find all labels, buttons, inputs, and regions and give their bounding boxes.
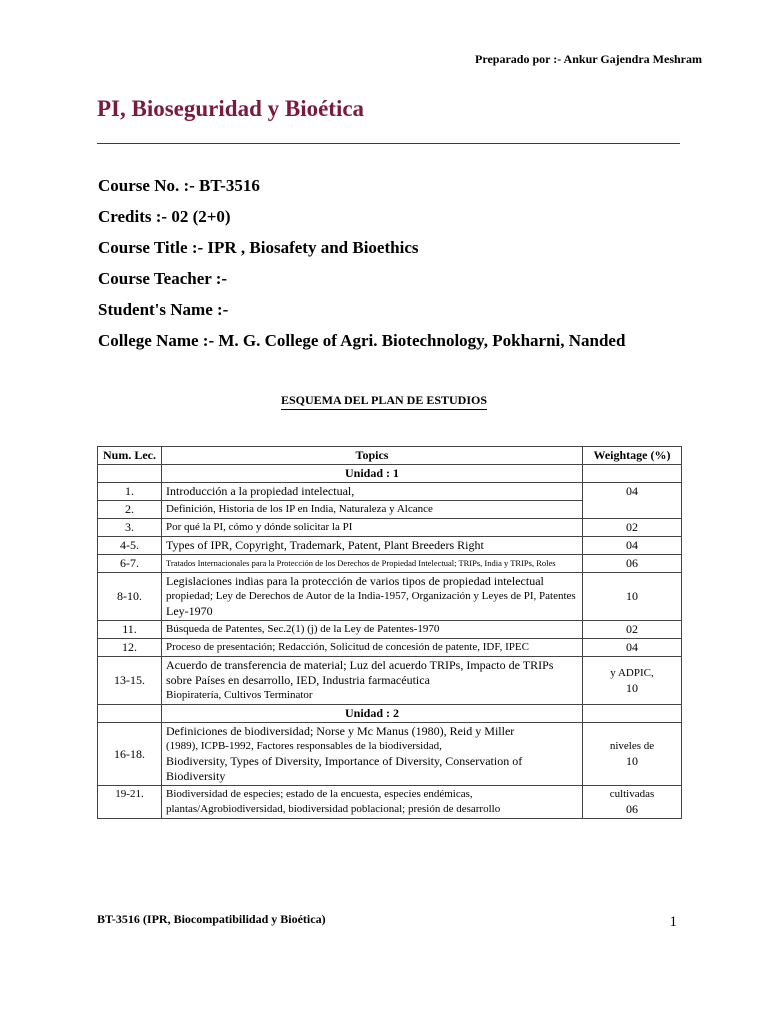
lecture-topic: Introducción a la propiedad intelectual, <box>162 483 583 501</box>
prepared-by: Preparado por :- Ankur Gajendra Meshram <box>475 52 702 66</box>
lecture-topic: Búsqueda de Patentes, Sec.2(1) (j) de la Ley de Patentes-1970 <box>162 621 583 639</box>
lecture-topic <box>162 573 583 621</box>
college-name: College Name :- M. G. College of Agri. Biotechnology, Pokharni, Nanded <box>98 331 626 350</box>
weightage-cell <box>583 786 682 819</box>
weightage-value: 04 <box>583 537 682 555</box>
lecture-topic: Proceso de presentación; Redacción, Solicitud de concesión de patente, IDF, IPEC <box>162 639 583 657</box>
lecture-num: 6-7. <box>98 555 162 573</box>
unit-1-label: Unidad : 1 <box>162 465 583 483</box>
weightage-value: 10 <box>583 573 682 621</box>
table-row <box>98 537 682 555</box>
weightage-value: 04 <box>583 639 682 657</box>
topic-line: propiedad; Ley de Derechos de Autor de la India-1957, Organización y Leyes de PI, Patentes <box>166 590 576 602</box>
lecture-num: 19-21. <box>98 786 162 819</box>
topic-line: Biodiversity, Types of Diversity, Importance of Diversity, Conservation of <box>166 754 523 768</box>
topic-line: Ley-1970 <box>166 604 213 618</box>
document-title: PI, Bioseguridad y Bioética <box>97 96 365 121</box>
course-number: Course No. :- BT-3516 <box>98 176 260 195</box>
student-name: Student's Name :- <box>98 300 229 319</box>
weightage-note: niveles de <box>609 740 655 752</box>
lecture-topic <box>162 657 583 705</box>
topic-line: Definiciones de biodiversidad; Norse y Mc Manus (1980), Reid y Miller <box>166 724 515 738</box>
unit-row <box>98 465 682 483</box>
footer-course: BT-3516 (IPR, Biocompatibilidad y Bioética) <box>97 912 326 926</box>
topic-line: Biodiversity <box>166 769 226 783</box>
topic-line: Legislaciones indias para la protección de varios tipos de propiedad intelectual <box>166 574 544 588</box>
unit-2-label: Unidad : 2 <box>162 705 583 723</box>
weightage-value: 06 <box>583 555 682 573</box>
title-divider <box>97 143 680 144</box>
weightage-note: y ADPIC, <box>610 666 654 679</box>
table-row <box>98 519 682 537</box>
weightage-value: 02 <box>583 621 682 639</box>
weightage-value: 06 <box>626 802 638 816</box>
table-row <box>98 483 682 501</box>
topic-line: Acuerdo de transferencia de material; Luz del acuerdo TRIPs, Impacto de TRIPs <box>166 658 554 672</box>
topic-line: Biopiratería, Cultivos Terminator <box>166 689 313 701</box>
topic-line: (1989), ICPB-1992, Factores responsables de la biodiversidad, <box>166 740 442 752</box>
syllabus-table <box>97 446 682 819</box>
header-weightage: Weightage (%) <box>583 447 682 465</box>
lecture-num: 12. <box>98 639 162 657</box>
weightage-cell <box>583 657 682 705</box>
lecture-topic <box>162 786 583 819</box>
weightage-value: 04 <box>583 483 682 519</box>
lecture-num: 1. <box>98 483 162 501</box>
lecture-num: 13-15. <box>98 657 162 705</box>
syllabus-heading-text: ESQUEMA DEL PLAN DE ESTUDIOS <box>281 393 487 410</box>
lecture-num: 16-18. <box>98 723 162 786</box>
header-num: Num. Lec. <box>98 447 162 465</box>
weightage-note: cultivadas <box>609 788 655 800</box>
table-row <box>98 723 682 786</box>
table-row <box>98 573 682 621</box>
course-teacher: Course Teacher :- <box>98 269 228 288</box>
lecture-topic: Definición, Historia de los IP en India, Naturaleza y Alcance <box>162 501 583 519</box>
table-row <box>98 555 682 573</box>
unit-row <box>98 705 682 723</box>
topic-line: sobre Países en desarrollo, IED, Industria farmacéutica <box>166 673 430 687</box>
weightage-cell <box>583 723 682 786</box>
table-row <box>98 621 682 639</box>
weightage-value: 02 <box>583 519 682 537</box>
course-credits: Credits :- 02 (2+0) <box>98 207 231 226</box>
topic-line: Biodiversidad de especies; estado de la encuesta, especies endémicas, <box>166 788 473 800</box>
topic-line: plantas/Agrobiodiversidad, biodiversidad poblacional; presión de desarrollo <box>166 803 501 815</box>
table-row <box>98 657 682 705</box>
lecture-topic <box>162 723 583 786</box>
lecture-topic: Por qué la PI, cómo y dónde solicitar la PI <box>162 519 583 537</box>
table-row <box>98 639 682 657</box>
lecture-topic: Types of IPR, Copyright, Trademark, Patent, Plant Breeders Right <box>162 537 583 555</box>
weightage-value: 10 <box>626 754 638 768</box>
table-row <box>98 786 682 819</box>
lecture-num: 2. <box>98 501 162 519</box>
table-header-row <box>98 447 682 465</box>
header-topics: Topics <box>162 447 583 465</box>
lecture-topic: Tratados Internacionales para la Protección de los Derechos de Propiedad Intelectual; TRIPs, India y TRIPs, Roles <box>162 555 583 573</box>
page-number: 1 <box>669 914 677 930</box>
lecture-num: 3. <box>98 519 162 537</box>
lecture-num: 11. <box>98 621 162 639</box>
course-info <box>98 175 718 361</box>
weightage-value: 10 <box>626 680 638 695</box>
lecture-num: 4-5. <box>98 537 162 555</box>
syllabus-heading <box>0 393 768 408</box>
lecture-num: 8-10. <box>98 573 162 621</box>
course-title: Course Title :- IPR , Biosafety and Bioethics <box>98 238 419 257</box>
